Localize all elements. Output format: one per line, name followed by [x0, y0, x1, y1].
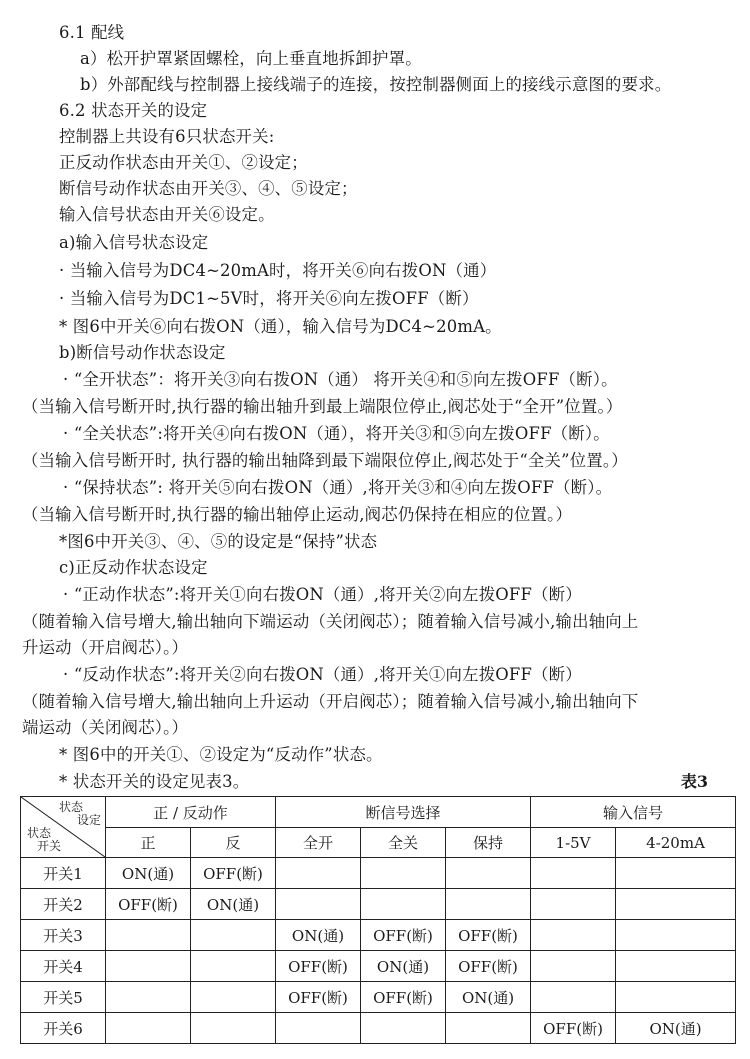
paren-line: （当输入信号断开时,执行器的输出轴升到最上端限位停止,阀芯处于“全开”位置。）	[22, 397, 623, 416]
column-header: 1-5V	[531, 828, 616, 858]
table-cell	[531, 920, 616, 951]
table-cell	[531, 858, 616, 889]
table-cell: OFF(断)	[531, 1013, 616, 1044]
table-cell	[106, 920, 191, 951]
table-cell	[276, 858, 361, 889]
table-row	[21, 920, 736, 951]
table-cell: OFF(断)	[361, 982, 446, 1013]
table-body	[21, 858, 736, 1044]
table-cell	[106, 982, 191, 1013]
note-line: * 图6中的开关①、②设定为“反动作”状态。	[59, 745, 383, 764]
table-corner-cell	[21, 797, 106, 858]
paren-line: （当输入信号断开时,执行器的输出轴停止运动,阀芯仍保持在相应的位置。）	[22, 505, 573, 524]
paren-line: 升运动（开启阀芯）。）	[22, 638, 189, 657]
table-cell: OFF(断)	[191, 858, 276, 889]
corner-label: 开关	[37, 839, 62, 853]
text-line: a）松开护罩紧固螺栓，向上垂直地拆卸护罩。	[80, 49, 422, 68]
table-row	[21, 889, 736, 920]
bullet-line: · “正动作状态”:将开关①向右拨ON（通）,将开关②向左拨OFF（断）	[63, 585, 582, 604]
table-cell	[446, 1013, 531, 1044]
table-cell: ON(通)	[276, 920, 361, 951]
table-cell: OFF(断)	[276, 982, 361, 1013]
table-cell: ON(通)	[616, 1013, 736, 1044]
table-cell	[616, 920, 736, 951]
switch-settings-table	[20, 796, 736, 1044]
paren-line: （随着输入信号增大,输出轴向下端运动（关闭阀芯）；随着输入信号减小,输出轴向上	[22, 612, 639, 631]
table-cell	[531, 889, 616, 920]
table-cell	[616, 982, 736, 1013]
row-label: 开关6	[21, 1013, 106, 1044]
table-cell	[531, 982, 616, 1013]
corner-label: 状态	[59, 800, 84, 814]
text-line: 正反动作状态由开关①、②设定；	[59, 153, 308, 172]
column-header: 保持	[446, 828, 531, 858]
bullet-line: · “保持状态”: 将开关⑤向右拨ON（通）,将开关③和④向左拨OFF（断）。	[63, 478, 613, 497]
text-line: 断信号动作状态由开关③、④、⑤设定；	[59, 179, 358, 198]
row-label: 开关4	[21, 951, 106, 982]
table-cell	[446, 889, 531, 920]
table-cell: OFF(断)	[361, 920, 446, 951]
paren-line: （随着输入信号增大,输出轴向上升运动（开启阀芯）；随着输入信号减小,输出轴向下	[22, 692, 639, 711]
group-header: 断信号选择	[276, 797, 531, 828]
table-cell	[276, 889, 361, 920]
bullet-line: · “全开状态”：将开关③向右拨ON（通） 将开关④和⑤向左拨OFF（断）。	[63, 370, 618, 389]
heading-6-2: 6.2 状态开关的设定	[59, 101, 208, 120]
note-line: * 图6中开关⑥向右拨ON（通），输入信号为DC4~20mA。	[59, 317, 502, 336]
column-header: 反	[191, 828, 276, 858]
subheading-c: c)正反动作状态设定	[59, 558, 208, 577]
table-cell	[106, 951, 191, 982]
bullet-line: · “全关状态”:将开关④向右拨ON（通），将开关③和⑤向左拨OFF（断）。	[63, 424, 610, 443]
table-caption: 表3	[680, 772, 708, 791]
text-line: 输入信号状态由开关⑥设定。	[59, 205, 275, 224]
corner-label: 设定	[77, 813, 102, 827]
table-cell	[616, 951, 736, 982]
column-header: 4-20mA	[616, 828, 736, 858]
row-label: 开关3	[21, 920, 106, 951]
bullet-line: · “反动作状态”:将开关②向右拨ON（通）,将开关①向左拨OFF（断）	[63, 665, 582, 684]
table-row	[21, 1013, 736, 1044]
column-header: 全关	[361, 828, 446, 858]
table-row	[21, 858, 736, 889]
table-row	[21, 982, 736, 1013]
table-cell	[191, 951, 276, 982]
table-cell: ON(通)	[191, 889, 276, 920]
table-cell	[191, 920, 276, 951]
subheading-a: a)输入信号状态设定	[59, 233, 209, 252]
table-cell: ON(通)	[106, 858, 191, 889]
column-header: 全开	[276, 828, 361, 858]
table-cell	[191, 982, 276, 1013]
text-line: 控制器上共设有6只状态开关:	[59, 127, 275, 146]
table-row	[21, 951, 736, 982]
subheading-b: b)断信号动作状态设定	[59, 343, 226, 362]
row-label: 开关1	[21, 858, 106, 889]
table-cell	[616, 858, 736, 889]
corner-label: 状态	[27, 826, 52, 840]
text-line: b）外部配线与控制器上接线端子的连接，按控制器侧面上的接线示意图的要求。	[80, 75, 672, 94]
bullet-line: · 当输入信号为DC4~20mA时，将开关⑥向右拨ON（通）	[59, 261, 497, 280]
table-cell	[191, 1013, 276, 1044]
bullet-line: · 当输入信号为DC1~5V时，将开关⑥向左拨OFF（断）	[59, 289, 479, 308]
table-cell	[276, 1013, 361, 1044]
paren-line: （当输入信号断开时, 执行器的输出轴降到最下端限位停止,阀芯处于“全关”位置。）	[22, 451, 628, 470]
paren-line: 端运动（关闭阀芯）。）	[22, 718, 189, 737]
group-header: 输入信号	[531, 797, 736, 828]
heading-6-1: 6.1 配线	[59, 23, 125, 42]
table-cell	[106, 1013, 191, 1044]
table-cell	[361, 858, 446, 889]
table-cell: OFF(断)	[276, 951, 361, 982]
table-cell	[531, 951, 616, 982]
table-cell: OFF(断)	[106, 889, 191, 920]
table-cell	[361, 1013, 446, 1044]
row-label: 开关5	[21, 982, 106, 1013]
table-cell: ON(通)	[446, 982, 531, 1013]
row-label: 开关2	[21, 889, 106, 920]
table-cell: OFF(断)	[446, 951, 531, 982]
table-cell	[446, 858, 531, 889]
table-cell	[361, 889, 446, 920]
table-cell: OFF(断)	[446, 920, 531, 951]
group-header: 正 / 反动作	[106, 797, 276, 828]
table-cell: ON(通)	[361, 951, 446, 982]
note-line: * 状态开关的设定见表3。	[59, 772, 250, 791]
column-header: 正	[106, 828, 191, 858]
table-cell	[616, 889, 736, 920]
note-line: *图6中开关③、④、⑤的设定是“保持”状态	[59, 532, 378, 551]
